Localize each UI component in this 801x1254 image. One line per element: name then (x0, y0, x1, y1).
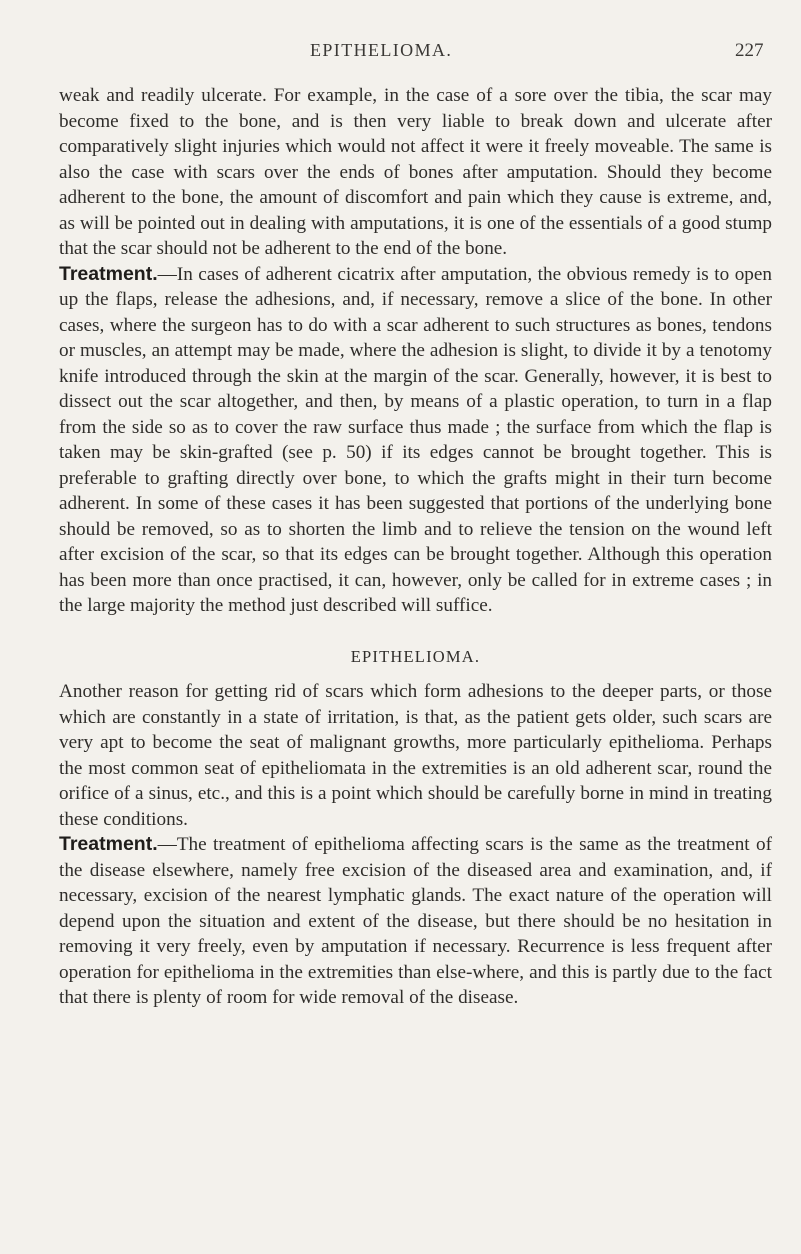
paragraph-text: —In cases of adherent cicatrix after amputation, the obvious remedy is to open up the flaps, release the adhesions, and, if necessary, remove a slice of the bone. In other cases, where the surgeon has to do with a scar adherent to such structures as bones, tendons or muscles, an attempt may be made, where the adhesion is slight, to divide it by a tenotomy knife introduced through the skin at the margin of the scar. Generally, however, it is best to dissect out the scar altogether, and then, by means of a plastic operation, to turn in a flap from the side so as to cover the raw surface thus made ; the surface from which the flap is taken may be skin-grafted (see p. 50) if its edges cannot be brought together. This is preferable to grafting directly over bone, to which the grafts might in their turn become adherent. In some of these cases it has been suggested that portions of the underlying bone should be removed, so as to shorten the limb and to relieve the tension on the wound left after excision of the scar, so that its edges can be brought together. Although this operation has been more than once practised, it can, however, only be called for in extreme cases ; in the large majority the method just described will suffice. (59, 263, 772, 616)
run-in-heading-treatment: Treatment. (59, 262, 158, 285)
paragraph-treatment-adherent (59, 262, 772, 619)
paragraph-text: —The treatment of epithelioma affecting scars is the same as the treatment of the disease elsewhere, namely free excision of the diseased area and examination, and, if necessary, excision of the nearest lymphatic glands. The exact nature of the operation will depend upon the situation and extent of the disease, but there should be no hesitation in removing it very freely, even by amputation if necessary. Recurrence is less frequent after operation for epithelioma in the extremities than else-where, and this is partly due to the fact that there is plenty of room for wide removal of the disease. (59, 834, 772, 1008)
paragraph-epithelioma: Another reason for getting rid of scars which form adhesions to the deeper parts, or those which are constantly in a state of irritation, is that, as the patient gets older, such scars are very apt to become the seat of malignant growths, more particularly epithelioma. Perhaps the most common seat of epitheliomata in the extremities is an old adherent scar, round the orifice of a sinus, etc., and this is a point which should be carefully borne in mind in treating these conditions. (59, 681, 772, 830)
run-in-heading-treatment: Treatment. (59, 833, 158, 855)
body-text (59, 83, 772, 1011)
section-title: EPITHELIOMA. (350, 646, 481, 666)
page-number: 227 (735, 40, 764, 61)
paragraph-scar-adherence: weak and readily ulcerate. For example, in the case of a sore over the tibia, the scar may become fixed to the bone, and is then very liable to break down and ulcerate after comparatively slight injuries which would not affect it were it freely moveable. The same is also the case with scars over the ends of bones after amputation. Should they become adherent to the bone, the amount of discomfort and pain which they cause is extreme, and, as will be pointed out in dealing with amputations, it is one of the essentials of a good stump that the scar should not be adherent to the end of the bone. (59, 85, 772, 259)
paragraph-treatment-epithelioma (59, 832, 772, 1011)
running-header: EPITHELIOMA. (310, 40, 453, 60)
